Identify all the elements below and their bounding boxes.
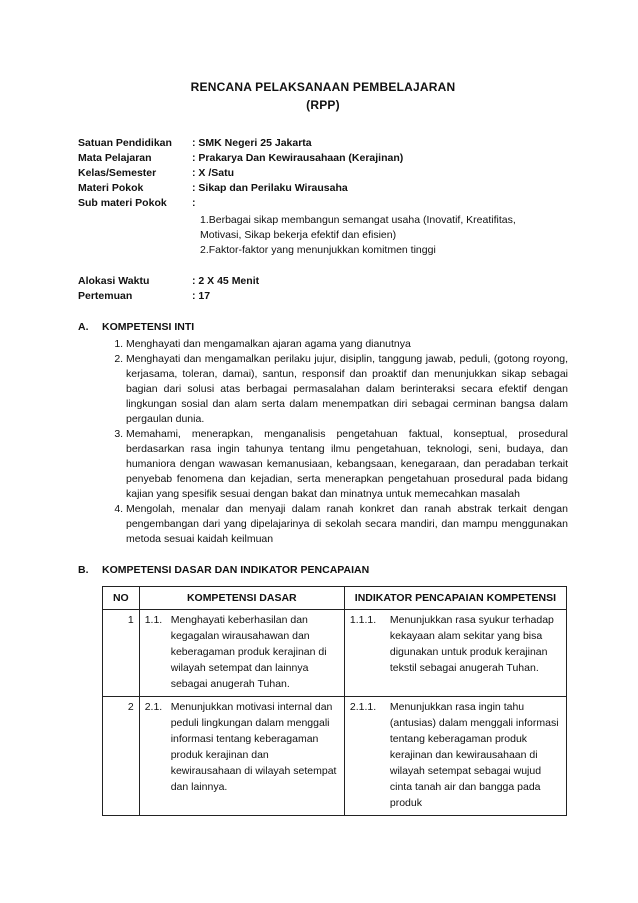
identity-value: : X /Satu — [192, 167, 235, 179]
section-kompetensi-dasar — [78, 563, 568, 816]
identity-value: : — [192, 197, 196, 209]
indikator-cell — [344, 610, 566, 697]
indikator-text: Menunjukkan rasa ingin tahu (antusias) dalam menggali informasi tentang keberagaman produk kerajinan dan kewirausahaan di wilayah setempat sebagai wujud cinta tanah air dan bangga pada produk — [389, 701, 559, 809]
alokasi-row — [78, 274, 568, 289]
indikator-text: Menunjukkan rasa syukur terhadap kekayaan alam sekitar yang bisa digunakan untuk produk kerajinan tekstil sebagai anugerah Tuhan. — [389, 614, 554, 674]
sub-materi-line: 2.Faktor-faktor yang menunjukkan komitmen tinggi — [200, 244, 436, 256]
indikator-number: 2.1.1. — [349, 701, 377, 713]
section-letter: B. — [78, 564, 89, 576]
identity-row — [78, 151, 568, 166]
kd-text: Menunjukkan motivasi internal dan peduli lingkungan dalam menggali informasi tentang keberagaman produk kerajinan dan kewirausahaan di wilayah setempat dan lainnya. — [170, 701, 337, 793]
title-line-2: (RPP) — [306, 98, 340, 112]
alokasi-value: : 2 X 45 Menit — [192, 275, 260, 287]
pertemuan-key: Pertemuan — [78, 290, 133, 302]
kd-cell — [139, 697, 344, 816]
kd-cell — [139, 610, 344, 697]
identity-value: : SMK Negeri 25 Jakarta — [192, 137, 312, 149]
kd-number: 2.1. — [144, 701, 163, 713]
section-title: KOMPETENSI DASAR DAN INDIKATOR PENCAPAIAN — [102, 564, 370, 576]
identity-row — [78, 196, 568, 211]
identity-key: Materi Pokok — [78, 182, 144, 194]
identity-key: Sub materi Pokok — [78, 197, 167, 209]
section-title: KOMPETENSI INTI — [102, 321, 195, 333]
identity-key: Satuan Pendidikan — [78, 137, 172, 149]
table-row — [103, 610, 567, 697]
list-item: 3. Memahami, menerapkan, menganalisis pengetahuan faktual, konseptual, prosedural berdasarkan rasa ingin tahunya tentang ilmu pengetahuan, teknologi, seni, budaya, dan humaniora dengan wawasan kemanusiaan, kebangsaan, kenegaraan, dan peradaban terkait penyebab fenomena dan kejadian, serta menerapkan pengetahuan prosedural pada bidang kajian yang spesifik sesuai dengan bakat dan minatnya untuk memecahkan masalah — [126, 427, 568, 502]
list-item: 2. Menghayati dan mengamalkan perilaku jujur, disiplin, tanggung jawab, peduli, (gotong royong, kerjasama, toleran, damai), santun, responsif dan proaktif dan menunjukkan sikap sebagai bagian dari solusi atas berbagai permasalahan dalam berinteraksi secara efektif dengan lingkungan sosial dan alam serta dalam menempatkan diri sebagai cerminan bangsa dalam pergaulan dunia. — [126, 352, 568, 427]
document-title — [78, 78, 568, 114]
sub-materi-line: 1.Berbagai sikap membangun semangat usaha (Inovatif, Kreatifitas, — [200, 214, 516, 226]
row-number: 1 — [103, 610, 140, 697]
title-line-1: RENCANA PELAKSANAAN PEMBELAJARAN — [190, 80, 456, 94]
section-heading — [78, 320, 568, 335]
pertemuan-value: : 17 — [192, 290, 211, 302]
row-number: 2 — [103, 697, 140, 816]
table-row — [103, 697, 567, 816]
section-letter: A. — [78, 321, 89, 333]
list-item: 1. Menghayati dan mengamalkan ajaran agama yang dianutnya — [126, 337, 568, 352]
kd-number: 1.1. — [144, 614, 163, 626]
pertemuan-row — [78, 289, 568, 304]
section-heading — [78, 563, 568, 578]
section-kompetensi-inti — [78, 320, 568, 547]
header-no: NO — [103, 587, 140, 610]
indikator-number: 1.1.1. — [349, 614, 377, 626]
sub-materi-line: Motivasi, Sikap bekerja efektif dan efisien) — [200, 229, 397, 241]
indikator-cell — [344, 697, 566, 816]
identity-row — [78, 166, 568, 181]
header-kompetensi-dasar: KOMPETENSI DASAR — [139, 587, 344, 610]
sub-materi-list — [200, 213, 568, 258]
identity-block — [78, 136, 568, 304]
identity-value: : Sikap dan Perilaku Wirausaha — [192, 182, 348, 194]
kd-text: Menghayati keberhasilan dan kegagalan wirausahawan dan keberagaman produk kerajinan di wilayah setempat dan lainnya sebagai anugerah Tuhan. — [170, 614, 327, 690]
identity-row — [78, 181, 568, 196]
kompetensi-table — [102, 586, 567, 816]
header-indikator: INDIKATOR PENCAPAIAN KOMPETENSI — [344, 587, 566, 610]
identity-row — [78, 136, 568, 151]
table-header-row — [103, 587, 567, 610]
identity-key: Kelas/Semester — [78, 167, 157, 179]
alokasi-key: Alokasi Waktu — [78, 275, 150, 287]
identity-value: : Prakarya Dan Kewirausahaan (Kerajinan) — [192, 152, 404, 164]
identity-key: Mata Pelajaran — [78, 152, 152, 164]
kompetensi-inti-list — [78, 337, 568, 547]
list-item: 4. Mengolah, menalar dan menyaji dalam ranah konkret dan ranah abstrak terkait dengan pengembangan dari yang dipelajarinya di sekolah secara mandiri, dan mampu menggunakan metoda sesuai kaidah keilmuan — [126, 502, 568, 547]
